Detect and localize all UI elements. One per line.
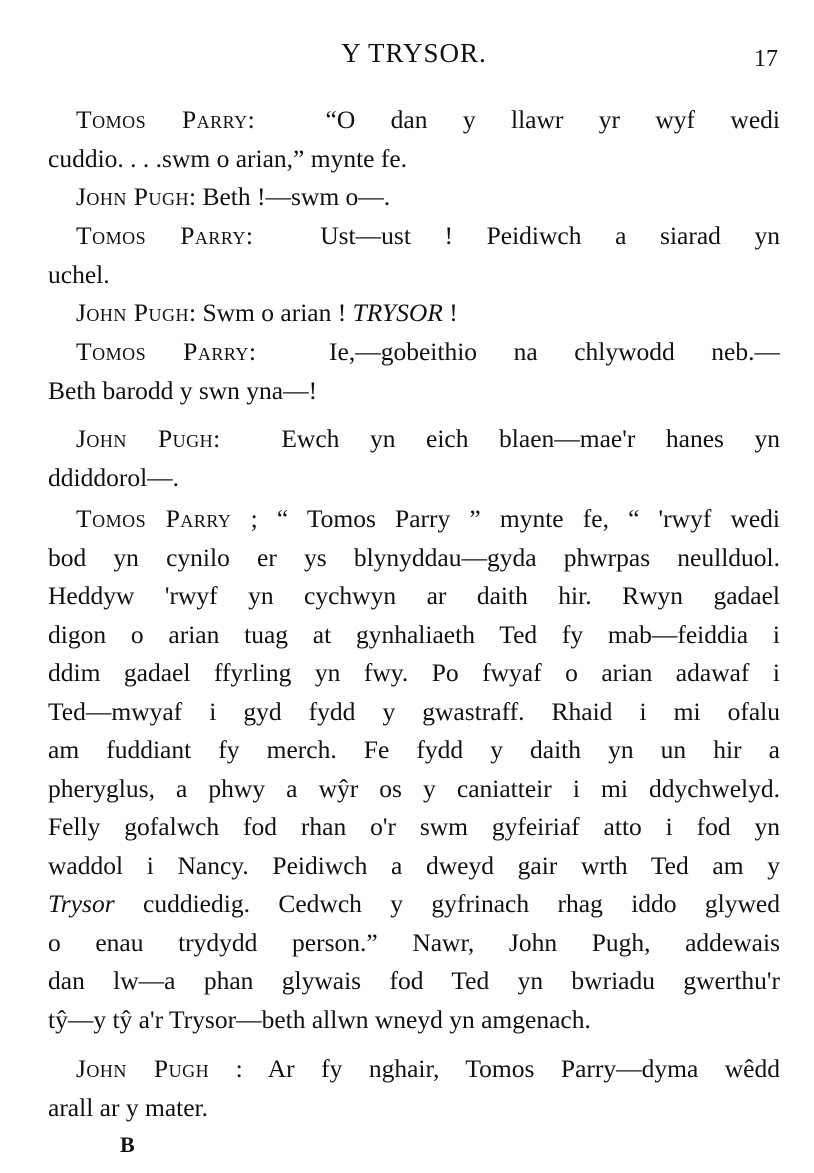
dialogue-paragraph: John Pugh: Ewch yn eich blaen—mae'r hanes yn ddiddorol—.	[48, 420, 780, 497]
dialogue-paragraph: John Pugh: Swm o arian ! TRYSOR !	[76, 298, 458, 327]
speaker-name: Tomos Parry	[76, 337, 249, 366]
dialogue-line: Ust—ust ! Peidiwch a siarad yn	[320, 221, 781, 250]
dialogue-line: uchel.	[48, 259, 110, 289]
dialogue-line: arall ar y mater.	[48, 1092, 208, 1122]
speaker-name: Tomos Parry	[76, 221, 246, 250]
dialogue-line: tŷ—y tŷ a'r Trysor—beth allwn wneyd yn amgenach.	[48, 1004, 591, 1034]
book-page	[48, 0, 780, 1173]
dialogue-line: Felly gofalwch fod rhan o'r swm gyfeiriaf atto i fod yn	[48, 812, 780, 841]
dialogue-line: am fuddiant fy merch. Fe fydd y daith yn un hir a	[48, 735, 780, 764]
speaker-name: John Pugh	[76, 1054, 210, 1083]
signature-mark: B	[120, 1132, 135, 1157]
dialogue-paragraph: Tomos Parry: “O dan y llawr yr wyf wedi cuddio. . . .swm o arian,” mynte fe.	[48, 101, 780, 178]
speaker-name: John Pugh	[76, 424, 214, 453]
dialogue-paragraph: John Pugh : Ar fy nghair, Tomos Parry—dyma wêdd arall ar y mater.	[48, 1050, 780, 1127]
dialogue-paragraph: Tomos Parry: Ust—ust ! Peidiwch a siarad yn uchel.	[48, 217, 780, 294]
dialogue-line: Swm o arian !	[202, 298, 347, 327]
dialogue-line: Ewch yn eich blaen—mae'r hanes yn	[281, 424, 780, 453]
dialogue-line: Beth barodd y swn yna—!	[48, 375, 318, 405]
dialogue-line: waddol i Nancy. Peidiwch a dweyd gair wrth Ted am y	[48, 850, 780, 880]
dialogue-line: Ar fy nghair, Tomos Parry—dyma wêdd	[267, 1054, 780, 1083]
dialogue-line: Heddyw 'rwyf yn cychwyn ar daith hir. Rwyn gadael	[48, 581, 780, 610]
dialogue-line: Ie,—gobeithio na chlywodd neb.—	[329, 337, 781, 366]
dialogue-line: “O dan y llawr yr wyf wedi	[325, 105, 780, 134]
dialogue-line: pheryglus, a phwy a wŷr os y caniatteir i mi ddychwelyd.	[48, 773, 780, 803]
emphasis-text: Trysor	[48, 889, 115, 918]
dialogue-line: cuddio. . . .swm o arian,” mynte fe.	[48, 143, 408, 173]
dialogue-line: dan lw—a phan glywais fod Ted yn bwriadu gwerthu'r	[48, 966, 780, 995]
dialogue-paragraph: John Pugh: Beth !—swm o—.	[76, 182, 391, 211]
dialogue-line: cuddiedig. Cedwch y gyfrinach rhag iddo glywed	[143, 889, 780, 918]
dialogue-line: digon o arian tuag at gynhaliaeth Ted fy mab—feiddia i	[48, 619, 780, 649]
running-head	[48, 38, 780, 78]
emphasis-text: TRYSOR	[352, 298, 443, 327]
dialogue-line: ddim gadael ffyrling yn fwy. Po fwyaf o arian adawaf i	[48, 658, 780, 687]
speaker-name: John Pugh	[76, 182, 189, 211]
page-number: 17	[754, 46, 778, 72]
dialogue-paragraph: Tomos Parry: Ie,—gobeithio na chlywodd neb.— Beth barodd y swn yna—!	[48, 333, 780, 410]
speaker-name: Tomos Parry	[76, 105, 248, 134]
dialogue-line: Beth !—swm o—.	[202, 182, 391, 211]
page-title: Y TRYSOR.	[341, 38, 487, 68]
dialogue-line: Ted—mwyaf i gyd fydd y gwastraff. Rhaid i mi ofalu	[48, 696, 780, 726]
dialogue-line: ddiddorol—.	[48, 462, 180, 492]
dialogue-line: bod yn cynilo er ys blynyddau—gyda phwrpas neullduol.	[48, 542, 780, 572]
dialogue-paragraph: Tomos Parry ; “ Tomos Parry ” mynte fe, “ 'rwyf wedi bod yn cynilo er ys blynyddau—gyda phwrpas neullduol. Heddyw 'rwyf yn cychwyn ar daith hir. Rwyn gadael digon o arian tuag at gynhaliaeth Ted fy mab—feiddia i ddim gadael ffyrling yn fwy. Po fwyaf o arian adawaf i Ted—mwyaf i gyd fydd y gwastraff. Rhaid i mi ofalu am fuddiant fy merch. Fe fydd y daith yn un hir a pheryglus, a phwy a wŷr os y caniatteir i mi ddychwelyd. Felly gofalwch fod rhan o'r swm gyfeiriaf atto i fod yn waddol i Nancy. Peidiwch a dweyd gair wrth Ted am y Trysor cuddiedig. Cedwch y gyfrinach rhag iddo glywed o enau trydydd person.” Nawr, John Pugh, addewais dan lw—a phan glywais fod Ted yn bwriadu gwerthu'r tŷ—y tŷ a'r Trysor—beth allwn wneyd yn amgenach.	[48, 500, 780, 1039]
dialogue-line: “ Tomos Parry ” mynte fe, “ 'rwyf wedi	[276, 504, 781, 533]
dialogue-line: o enau trydydd person.” Nawr, John Pugh, addewais	[48, 927, 780, 957]
speaker-name: Tomos Parry	[76, 504, 232, 533]
speaker-name: John Pugh	[76, 298, 189, 327]
